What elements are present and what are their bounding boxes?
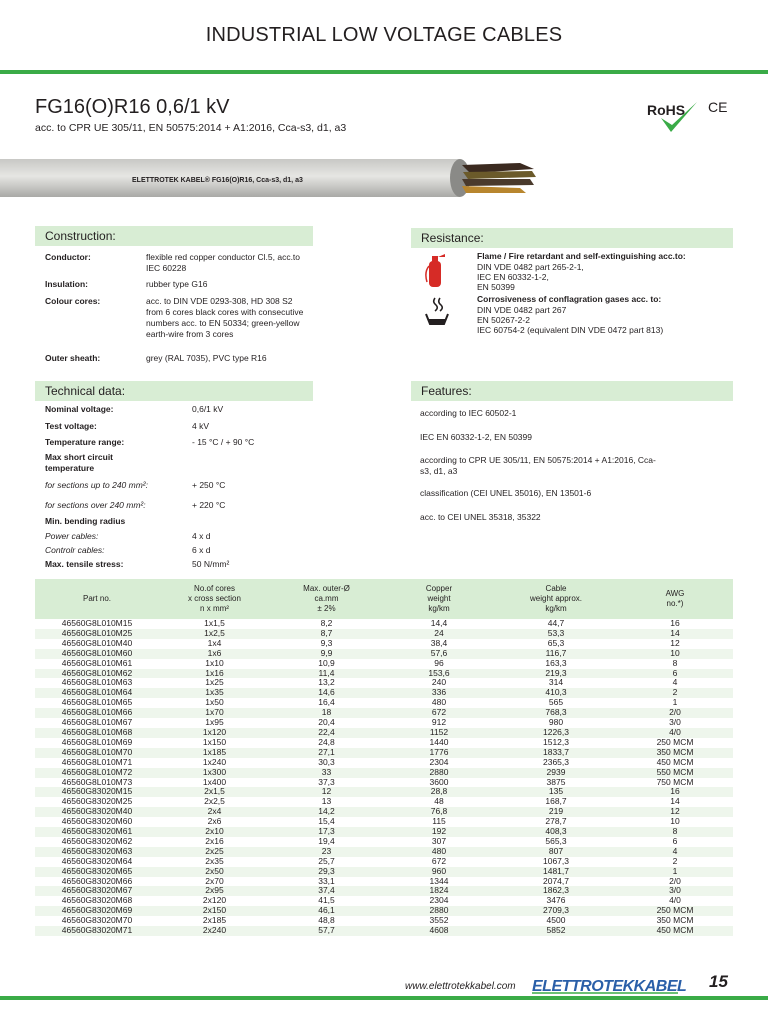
- feature-item: acc. to CEI UNEL 35318, 35322: [420, 512, 541, 522]
- table-cell: 2x1,5: [159, 787, 270, 797]
- table-cell: 408,3: [495, 827, 617, 837]
- table-cell: 24: [383, 629, 495, 639]
- resistance-line: EN 50267-2-2: [477, 315, 530, 325]
- table-cell: 29,3: [270, 867, 383, 877]
- table-cell: 3/0: [617, 886, 733, 896]
- col-header-part-no: Part no.: [35, 579, 159, 619]
- table-cell: 153,6: [383, 669, 495, 679]
- table-cell: 1862,3: [495, 886, 617, 896]
- table-row: [35, 857, 733, 867]
- table-cell: 14,6: [270, 688, 383, 698]
- table-cell: 1344: [383, 877, 495, 887]
- table-cell: 450 MCM: [617, 926, 733, 936]
- table-cell: 4500: [495, 916, 617, 926]
- tech-value: 0,6/1 kV: [192, 404, 224, 414]
- table-cell: 46560G8L010M66: [35, 708, 159, 718]
- table-cell: 1x70: [159, 708, 270, 718]
- table-cell: 2939: [495, 768, 617, 778]
- table-cell: 960: [383, 867, 495, 877]
- table-cell: 38,4: [383, 639, 495, 649]
- parts-table: [35, 579, 733, 936]
- col-header-cores: No.of cores x cross section n x mm²: [159, 579, 270, 619]
- table-cell: 350 MCM: [617, 916, 733, 926]
- table-cell: 14,4: [383, 619, 495, 629]
- feature-item: according to IEC 60502-1: [420, 408, 517, 418]
- table-header-row: [35, 579, 733, 619]
- table-cell: 336: [383, 688, 495, 698]
- table-cell: 76,8: [383, 807, 495, 817]
- table-cell: 46560G8L010M70: [35, 748, 159, 758]
- table-row: [35, 738, 733, 748]
- table-cell: 1x95: [159, 718, 270, 728]
- table-cell: 46560G83020M40: [35, 807, 159, 817]
- table-cell: 1067,3: [495, 857, 617, 867]
- table-cell: 672: [383, 708, 495, 718]
- table-row: [35, 827, 733, 837]
- table-cell: 46560G83020M70: [35, 916, 159, 926]
- table-row: [35, 768, 733, 778]
- table-cell: 46560G8L010M65: [35, 698, 159, 708]
- table-cell: 48: [383, 797, 495, 807]
- cable-photo: [0, 155, 540, 199]
- table-cell: 46560G83020M66: [35, 877, 159, 887]
- table-cell: 2x16: [159, 837, 270, 847]
- footer-divider: [0, 996, 768, 1000]
- table-cell: 46560G8L010M68: [35, 728, 159, 738]
- table-cell: 2x120: [159, 896, 270, 906]
- table-cell: 19,4: [270, 837, 383, 847]
- table-cell: 10,9: [270, 659, 383, 669]
- table-cell: 350 MCM: [617, 748, 733, 758]
- table-cell: 11,4: [270, 669, 383, 679]
- construction-label: Colour cores:: [45, 296, 101, 306]
- table-cell: 115: [383, 817, 495, 827]
- table-cell: 46560G8L010M64: [35, 688, 159, 698]
- table-cell: 1x10: [159, 659, 270, 669]
- table-cell: 24,8: [270, 738, 383, 748]
- tech-label: Power cables:: [45, 531, 99, 541]
- fire-extinguisher-icon: [424, 252, 446, 288]
- features-heading: Features:: [411, 381, 733, 401]
- table-cell: 278,7: [495, 817, 617, 827]
- table-cell: 46,1: [270, 906, 383, 916]
- table-row: [35, 758, 733, 768]
- feature-item: IEC EN 60332-1-2, EN 50399: [420, 432, 532, 442]
- resistance-line: EN 50399: [477, 282, 515, 292]
- table-cell: 46560G8L010M72: [35, 768, 159, 778]
- table-cell: 15,4: [270, 817, 383, 827]
- table-cell: 219,3: [495, 669, 617, 679]
- table-cell: 1x2,5: [159, 629, 270, 639]
- table-cell: 46560G83020M15: [35, 787, 159, 797]
- table-row: [35, 649, 733, 659]
- table-cell: 46560G83020M71: [35, 926, 159, 936]
- construction-label: Outer sheath:: [45, 353, 101, 363]
- table-cell: 2x50: [159, 867, 270, 877]
- table-cell: 192: [383, 827, 495, 837]
- col-header-copper-weight: Copper weight kg/km: [383, 579, 495, 619]
- table-row: [35, 867, 733, 877]
- table-row: [35, 817, 733, 827]
- rohs-check-icon: [645, 98, 703, 138]
- table-cell: 2: [617, 857, 733, 867]
- table-cell: 2x185: [159, 916, 270, 926]
- resistance-line: DIN VDE 0482 part 267: [477, 305, 567, 315]
- table-cell: 10: [617, 817, 733, 827]
- table-cell: 2709,3: [495, 906, 617, 916]
- table-cell: 3600: [383, 778, 495, 788]
- table-row: [35, 778, 733, 788]
- table-row: [35, 877, 733, 887]
- table-row: [35, 906, 733, 916]
- table-cell: 2x70: [159, 877, 270, 887]
- table-cell: 1x240: [159, 758, 270, 768]
- table-cell: 23: [270, 847, 383, 857]
- table-cell: 116,7: [495, 649, 617, 659]
- table-cell: 16: [617, 619, 733, 629]
- table-row: [35, 886, 733, 896]
- tech-value: + 220 °C: [192, 500, 226, 510]
- table-cell: 46560G83020M60: [35, 817, 159, 827]
- table-cell: 1: [617, 867, 733, 877]
- product-subtitle: acc. to CPR UE 305/11, EN 50575:2014 + A1:2016, Cca-s3, d1, a3: [35, 122, 347, 134]
- tech-value: - 15 °C / + 90 °C: [192, 437, 255, 447]
- table-row: [35, 748, 733, 758]
- table-cell: 1833,7: [495, 748, 617, 758]
- table-cell: 46560G8L010M60: [35, 649, 159, 659]
- tech-label: Min. bending radius: [45, 516, 126, 526]
- table-cell: 1512,3: [495, 738, 617, 748]
- table-row: [35, 659, 733, 669]
- table-cell: 2365,3: [495, 758, 617, 768]
- resistance-line: IEC 60754-2 (equivalent DIN VDE 0472 part 813): [477, 325, 664, 335]
- title-divider: [0, 70, 768, 74]
- construction-value: grey (RAL 7035), PVC type R16: [146, 353, 267, 363]
- table-cell: 4: [617, 678, 733, 688]
- table-cell: 46560G83020M25: [35, 797, 159, 807]
- table-cell: 2/0: [617, 708, 733, 718]
- table-row: [35, 787, 733, 797]
- table-cell: 46560G83020M62: [35, 837, 159, 847]
- feature-item: classification (CEI UNEL 35016), EN 13501-6: [420, 488, 592, 498]
- table-cell: 53,3: [495, 629, 617, 639]
- table-cell: 46560G8L010M15: [35, 619, 159, 629]
- table-cell: 2x240: [159, 926, 270, 936]
- table-cell: 672: [383, 857, 495, 867]
- table-cell: 46560G83020M68: [35, 896, 159, 906]
- table-cell: 168,7: [495, 797, 617, 807]
- construction-value: flexible red copper conductor Cl.5, acc.to IEC 60228: [146, 252, 301, 273]
- tech-label: for sections up to 240 mm²:: [45, 480, 148, 490]
- table-cell: 480: [383, 698, 495, 708]
- tech-label: Temperature range:: [45, 437, 125, 447]
- table-cell: 3875: [495, 778, 617, 788]
- footer-url[interactable]: www.elettrotekkabel.com: [405, 981, 516, 992]
- tech-label: Max. tensile stress:: [45, 559, 124, 569]
- table-cell: 565,3: [495, 837, 617, 847]
- table-cell: 1x120: [159, 728, 270, 738]
- elettrotek-logo: [528, 972, 700, 996]
- table-cell: 807: [495, 847, 617, 857]
- table-cell: 2: [617, 688, 733, 698]
- table-cell: 219: [495, 807, 617, 817]
- table-cell: 1226,3: [495, 728, 617, 738]
- table-row: [35, 837, 733, 847]
- table-row: [35, 797, 733, 807]
- table-cell: 240: [383, 678, 495, 688]
- table-cell: 46560G8L010M73: [35, 778, 159, 788]
- table-cell: 250 MCM: [617, 738, 733, 748]
- table-cell: 1481,7: [495, 867, 617, 877]
- table-cell: 1152: [383, 728, 495, 738]
- table-cell: 565: [495, 698, 617, 708]
- table-cell: 22,4: [270, 728, 383, 738]
- ce-mark: CE: [708, 99, 728, 115]
- table-cell: 9,3: [270, 639, 383, 649]
- tech-value: + 250 °C: [192, 480, 226, 490]
- table-row: [35, 678, 733, 688]
- table-cell: 14: [617, 629, 733, 639]
- tech-value: 6 x d: [192, 545, 211, 555]
- table-cell: 46560G8L010M69: [35, 738, 159, 748]
- table-cell: 46560G8L010M67: [35, 718, 159, 728]
- logo-text: ELETTROTEKKABEL: [532, 978, 687, 995]
- table-row: [35, 629, 733, 639]
- table-cell: 65,3: [495, 639, 617, 649]
- table-cell: 1x4: [159, 639, 270, 649]
- tech-value: 4 x d: [192, 531, 211, 541]
- table-cell: 1x25: [159, 678, 270, 688]
- tech-label: for sections over 240 mm²:: [45, 500, 146, 510]
- col-header-outer-diameter: Max. outer-Ø ca.mm ± 2%: [270, 579, 383, 619]
- table-cell: 1x6: [159, 649, 270, 659]
- col-header-cable-weight: Cable weight approx. kg/km: [495, 579, 617, 619]
- tech-label: Nominal voltage:: [45, 404, 114, 414]
- tech-value: 4 kV: [192, 421, 210, 431]
- table-cell: 768,3: [495, 708, 617, 718]
- page-number: 15: [709, 972, 728, 991]
- table-cell: 44,7: [495, 619, 617, 629]
- table-row: [35, 718, 733, 728]
- table-cell: 46560G8L010M40: [35, 639, 159, 649]
- table-cell: 14,2: [270, 807, 383, 817]
- table-cell: 2/0: [617, 877, 733, 887]
- table-cell: 17,3: [270, 827, 383, 837]
- table-cell: 37,3: [270, 778, 383, 788]
- table-cell: 2x10: [159, 827, 270, 837]
- table-cell: 8,7: [270, 629, 383, 639]
- table-cell: 46560G8L010M71: [35, 758, 159, 768]
- table-cell: 4/0: [617, 896, 733, 906]
- table-cell: 46560G8L010M63: [35, 678, 159, 688]
- table-cell: 1824: [383, 886, 495, 896]
- table-cell: 550 MCM: [617, 768, 733, 778]
- construction-value: rubber type G16: [146, 279, 208, 289]
- table-cell: 46560G8L010M62: [35, 669, 159, 679]
- table-cell: 1x185: [159, 748, 270, 758]
- construction-label: Conductor:: [45, 252, 91, 262]
- table-cell: 5852: [495, 926, 617, 936]
- table-cell: 450 MCM: [617, 758, 733, 768]
- table-cell: 750 MCM: [617, 778, 733, 788]
- table-row: [35, 708, 733, 718]
- table-cell: 1776: [383, 748, 495, 758]
- resistance-line: IEC EN 60332-1-2,: [477, 272, 549, 282]
- table-cell: 2x6: [159, 817, 270, 827]
- table-cell: 8: [617, 827, 733, 837]
- table-cell: 46560G83020M67: [35, 886, 159, 896]
- table-cell: 33,1: [270, 877, 383, 887]
- table-cell: 33: [270, 768, 383, 778]
- resistance-line: DIN VDE 0482 part 265-2-1,: [477, 262, 584, 272]
- table-cell: 8,2: [270, 619, 383, 629]
- table-cell: 2x4: [159, 807, 270, 817]
- table-cell: 57,6: [383, 649, 495, 659]
- page-title: INDUSTRIAL LOW VOLTAGE CABLES: [205, 24, 563, 46]
- table-cell: 4608: [383, 926, 495, 936]
- table-cell: 135: [495, 787, 617, 797]
- table-cell: 46560G83020M65: [35, 867, 159, 877]
- table-cell: 46560G8L010M61: [35, 659, 159, 669]
- table-cell: 27,1: [270, 748, 383, 758]
- cable-print-text: ELETTROTEK KABEL® FG16(O)R16, Cca-s3, d1, a3: [132, 177, 303, 184]
- table-cell: 1: [617, 698, 733, 708]
- table-cell: 2x25: [159, 847, 270, 857]
- table-cell: 2304: [383, 758, 495, 768]
- table-cell: 1x1,5: [159, 619, 270, 629]
- table-cell: 2074,7: [495, 877, 617, 887]
- corrosive-icon: [424, 296, 450, 326]
- table-row: [35, 896, 733, 906]
- col-header-awg: AWG no.*): [617, 579, 733, 619]
- table-cell: 8: [617, 659, 733, 669]
- table-cell: 25,7: [270, 857, 383, 867]
- table-cell: 980: [495, 718, 617, 728]
- table-cell: 46560G8L010M25: [35, 629, 159, 639]
- rohs-badge-text: RoHS: [647, 102, 686, 118]
- table-cell: 3/0: [617, 718, 733, 728]
- table-row: [35, 619, 733, 629]
- table-row: [35, 916, 733, 926]
- table-cell: 2x95: [159, 886, 270, 896]
- table-cell: 18: [270, 708, 383, 718]
- construction-value: acc. to DIN VDE 0293-308, HD 308 S2 from 6 cores black cores with consecutive numbers acc. to EN 50334; green-yellow earth-wire from 3 cores: [146, 296, 304, 339]
- table-cell: 96: [383, 659, 495, 669]
- table-cell: 46560G83020M63: [35, 847, 159, 857]
- table-cell: 37,4: [270, 886, 383, 896]
- table-cell: 163,3: [495, 659, 617, 669]
- table-cell: 30,3: [270, 758, 383, 768]
- table-cell: 4/0: [617, 728, 733, 738]
- table-cell: 13,2: [270, 678, 383, 688]
- table-cell: 48,8: [270, 916, 383, 926]
- table-row: [35, 847, 733, 857]
- table-cell: 410,3: [495, 688, 617, 698]
- table-cell: 12: [270, 787, 383, 797]
- table-cell: 307: [383, 837, 495, 847]
- table-cell: 1x150: [159, 738, 270, 748]
- table-cell: 1440: [383, 738, 495, 748]
- product-title: FG16(O)R16 0,6/1 kV: [35, 96, 230, 118]
- table-cell: 41,5: [270, 896, 383, 906]
- table-cell: 2x150: [159, 906, 270, 916]
- table-cell: 14: [617, 797, 733, 807]
- table-cell: 46560G83020M64: [35, 857, 159, 867]
- table-row: [35, 669, 733, 679]
- table-cell: 2880: [383, 906, 495, 916]
- table-cell: 6: [617, 837, 733, 847]
- table-cell: 1x16: [159, 669, 270, 679]
- table-cell: 28,8: [383, 787, 495, 797]
- table-cell: 3476: [495, 896, 617, 906]
- table-cell: 2x2,5: [159, 797, 270, 807]
- table-cell: 20,4: [270, 718, 383, 728]
- table-cell: 314: [495, 678, 617, 688]
- tech-label: Controlr cables:: [45, 545, 105, 555]
- resistance-item-title: Corrosiveness of conflagration gases acc. to:: [477, 294, 662, 304]
- construction-label: Insulation:: [45, 279, 88, 289]
- table-cell: 2880: [383, 768, 495, 778]
- tech-label: Max short circuit temperature: [45, 452, 114, 473]
- table-row: [35, 926, 733, 936]
- table-cell: 1x50: [159, 698, 270, 708]
- table-row: [35, 807, 733, 817]
- table-row: [35, 639, 733, 649]
- table-cell: 46560G83020M69: [35, 906, 159, 916]
- table-cell: 16: [617, 787, 733, 797]
- table-cell: 6: [617, 669, 733, 679]
- table-cell: 10: [617, 649, 733, 659]
- table-cell: 4: [617, 847, 733, 857]
- table-cell: 1x400: [159, 778, 270, 788]
- table-row: [35, 688, 733, 698]
- table-cell: 13: [270, 797, 383, 807]
- table-cell: 3552: [383, 916, 495, 926]
- table-cell: 2x35: [159, 857, 270, 867]
- table-cell: 9,9: [270, 649, 383, 659]
- table-cell: 1x35: [159, 688, 270, 698]
- tech-value: 50 N/mm²: [192, 559, 230, 569]
- feature-item: according to CPR UE 305/11, EN 50575:2014 + A1:2016, Cca-s3, d1, a3: [420, 455, 656, 476]
- table-cell: 912: [383, 718, 495, 728]
- table-cell: 2304: [383, 896, 495, 906]
- table-cell: 12: [617, 639, 733, 649]
- construction-heading: Construction:: [35, 226, 313, 246]
- table-row: [35, 728, 733, 738]
- technical-heading: Technical data:: [35, 381, 313, 401]
- table-cell: 16,4: [270, 698, 383, 708]
- table-cell: 1x300: [159, 768, 270, 778]
- table-cell: 480: [383, 847, 495, 857]
- table-row: [35, 698, 733, 708]
- tech-label: Test voltage:: [45, 421, 97, 431]
- table-cell: 57,7: [270, 926, 383, 936]
- resistance-heading: Resistance:: [411, 228, 733, 248]
- table-cell: 250 MCM: [617, 906, 733, 916]
- resistance-item-title: Flame / Fire retardant and self-extinguishing acc.to:: [477, 251, 686, 261]
- table-cell: 12: [617, 807, 733, 817]
- table-cell: 46560G83020M61: [35, 827, 159, 837]
